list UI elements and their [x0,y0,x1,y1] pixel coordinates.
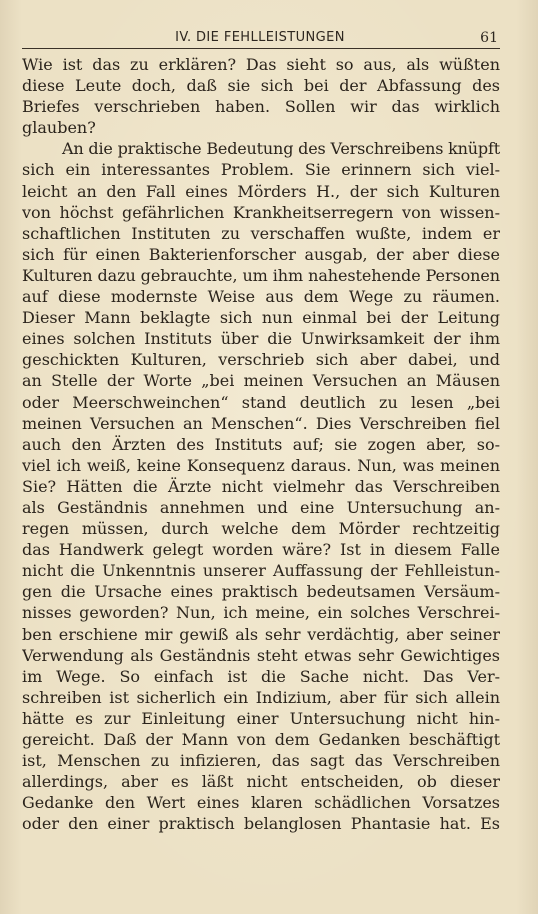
text-line: Sie? Hätten die Ärzte nicht vielmehr das Verschreiben [22,476,500,496]
text-line: meinen Versuchen an Menschen“. Dies Verschreiben fiel [22,413,500,433]
text-line: im Wege. So einfach ist die Sache nicht. Das Ver- [22,666,500,686]
header-rule [22,48,500,49]
text-line: gen die Ursache eines praktisch bedeutsamen Versäum- [22,582,500,602]
page-number: 61 [480,30,498,46]
text-line: Kulturen dazu gebrauchte, um ihm nahestehende Personen [22,265,500,285]
text-line: hätte es zur Einleitung einer Untersuchung nicht hin- [22,708,500,728]
text-line: das Handwerk gelegt worden wäre? Ist in diesem Falle [22,540,500,560]
text-line: sich für einen Bakterienforscher ausgab, der aber diese [22,244,500,264]
text-line: auf diese modernste Weise aus dem Wege zu räumen. [22,287,500,307]
text-line: Wie ist das zu erklären? Das sieht so aus, als wüßten [22,55,500,74]
text-line: auch den Ärzten des Instituts auf; sie zogen aber, so- [22,434,500,454]
text-line: nicht die Unkenntnis unserer Auffassung der Fehlleistun- [22,561,500,581]
running-title: IV. DIE FEHLLEISTUNGEN [175,30,345,45]
text-line: oder Meerschweinchen“ stand deutlich zu lesen „bei [22,392,500,412]
text-line: glauben? [22,118,96,138]
text-line: ist, Menschen zu infizieren, das sagt das Verschreiben [22,751,500,771]
text-line: An die praktische Bedeutung des Verschreibens knüpft [62,139,500,159]
text-line: als Geständnis annehmen und eine Untersuchung an- [22,497,500,517]
text-line: Dieser Mann beklagte sich nun einmal bei der Leitung [22,308,500,328]
text-line: nisses geworden? Nun, ich meine, ein solches Verschrei- [22,603,500,623]
text-line: diese Leute doch, daß sie sich bei der Abfassung des [22,76,500,96]
text-line: von höchst gefährlichen Krankheitserregern von wissen- [22,202,500,222]
text-line: allerdings, aber es läßt nicht entscheiden, ob dieser [22,772,500,792]
text-line: schaftlichen Instituten zu verschaffen wußte, indem er [22,223,500,243]
text-line: viel ich weiß, keine Konsequenz daraus. Nun, was meinen [22,455,500,475]
text-line: an Stelle der Worte „bei meinen Versuchen an Mäusen [22,371,500,391]
text-line: Briefes verschrieben haben. Sollen wir das wirklich [22,97,500,117]
text-line: ben erschiene mir gewiß als sehr verdächtig, aber seiner [22,624,500,644]
text-line: leicht an den Fall eines Mörders H., der sich Kulturen [22,181,500,201]
text-line: Gedanke den Wert eines klaren schädlichen Vorsatzes [22,793,500,813]
text-line: regen müssen, durch welche dem Mörder rechtzeitig [22,519,500,539]
text-line: eines solchen Instituts über die Unwirksamkeit der ihm [22,329,500,349]
text-line: sich ein interessantes Problem. Sie erinnern sich viel- [22,160,500,180]
body-text [22,55,500,835]
text-line: Verwendung als Geständnis steht etwas sehr Gewichtiges [22,645,500,665]
text-line: gereicht. Daß der Mann von dem Gedanken beschäftigt [22,730,500,749]
page-header [22,30,498,50]
text-line: schreiben ist sicherlich ein Indizium, aber für sich allein [22,687,500,707]
text-line: oder den einer praktisch belanglosen Phantasie hat. Es [22,814,500,834]
text-line: geschickten Kulturen, verschrieb sich aber dabei, und [22,350,500,370]
